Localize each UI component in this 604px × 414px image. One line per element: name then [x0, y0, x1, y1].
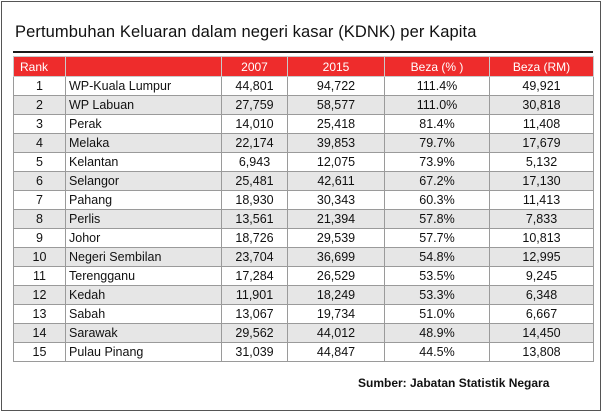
cell-2015: 21,394	[288, 210, 385, 229]
cell-2007: 14,010	[222, 115, 288, 134]
cell-rank: 7	[14, 191, 66, 210]
cell-rank: 4	[14, 134, 66, 153]
cell-2007: 17,284	[222, 267, 288, 286]
cell-state: Melaka	[66, 134, 222, 153]
source-note: Sumber: Jabatan Statistik Negara	[358, 376, 550, 390]
cell-rank: 10	[14, 248, 66, 267]
cell-beza-percent: 57.7%	[385, 229, 490, 248]
table-row	[14, 267, 594, 286]
cell-beza-rm: 30,818	[490, 96, 594, 115]
cell-rank: 15	[14, 343, 66, 362]
cell-beza-rm: 11,408	[490, 115, 594, 134]
cell-beza-rm: 11,413	[490, 191, 594, 210]
cell-beza-rm: 13,808	[490, 343, 594, 362]
cell-beza-percent: 53.3%	[385, 286, 490, 305]
table-row	[14, 153, 594, 172]
cell-2015: 26,529	[288, 267, 385, 286]
cell-2015: 44,847	[288, 343, 385, 362]
cell-2007: 18,930	[222, 191, 288, 210]
cell-state: Perlis	[66, 210, 222, 229]
cell-rank: 3	[14, 115, 66, 134]
cell-2015: 18,249	[288, 286, 385, 305]
cell-beza-percent: 54.8%	[385, 248, 490, 267]
header-2015: 2015	[288, 57, 385, 77]
cell-beza-percent: 53.5%	[385, 267, 490, 286]
cell-state: Selangor	[66, 172, 222, 191]
gdp-per-capita-table	[13, 56, 594, 362]
cell-2015: 36,699	[288, 248, 385, 267]
cell-rank: 9	[14, 229, 66, 248]
header-beza-percent: Beza (% )	[385, 57, 490, 77]
cell-state: Kelantan	[66, 153, 222, 172]
cell-2007: 13,561	[222, 210, 288, 229]
table-row	[14, 324, 594, 343]
cell-beza-rm: 14,450	[490, 324, 594, 343]
page-title: Pertumbuhan Keluaran dalam negeri kasar (KDNK) per Kapita	[15, 23, 477, 41]
cell-state: Perak	[66, 115, 222, 134]
cell-beza-percent: 57.8%	[385, 210, 490, 229]
cell-beza-rm: 6,348	[490, 286, 594, 305]
cell-state: WP Labuan	[66, 96, 222, 115]
cell-beza-rm: 49,921	[490, 77, 594, 96]
cell-beza-rm: 10,813	[490, 229, 594, 248]
header-state	[66, 57, 222, 77]
cell-beza-rm: 17,130	[490, 172, 594, 191]
cell-state: Sabah	[66, 305, 222, 324]
table-row	[14, 343, 594, 362]
cell-rank: 2	[14, 96, 66, 115]
cell-2007: 25,481	[222, 172, 288, 191]
cell-2015: 30,343	[288, 191, 385, 210]
table-row	[14, 305, 594, 324]
cell-beza-percent: 111.4%	[385, 77, 490, 96]
cell-beza-rm: 17,679	[490, 134, 594, 153]
cell-beza-percent: 81.4%	[385, 115, 490, 134]
cell-2007: 27,759	[222, 96, 288, 115]
header-rank: Rank	[14, 57, 66, 77]
cell-beza-percent: 51.0%	[385, 305, 490, 324]
cell-2015: 94,722	[288, 77, 385, 96]
table-row	[14, 134, 594, 153]
cell-2007: 6,943	[222, 153, 288, 172]
cell-2007: 23,704	[222, 248, 288, 267]
table-row	[14, 191, 594, 210]
cell-state: Pahang	[66, 191, 222, 210]
cell-2007: 29,562	[222, 324, 288, 343]
cell-beza-rm: 6,667	[490, 305, 594, 324]
cell-beza-percent: 79.7%	[385, 134, 490, 153]
document-frame	[1, 1, 601, 411]
cell-rank: 13	[14, 305, 66, 324]
cell-rank: 5	[14, 153, 66, 172]
cell-state: Terengganu	[66, 267, 222, 286]
cell-beza-percent: 73.9%	[385, 153, 490, 172]
cell-state: Negeri Sembilan	[66, 248, 222, 267]
cell-rank: 1	[14, 77, 66, 96]
table-row	[14, 96, 594, 115]
cell-rank: 11	[14, 267, 66, 286]
title-divider	[13, 51, 593, 53]
table-row	[14, 229, 594, 248]
header-beza-rm: Beza (RM)	[490, 57, 594, 77]
cell-beza-percent: 67.2%	[385, 172, 490, 191]
cell-2007: 44,801	[222, 77, 288, 96]
cell-2015: 44,012	[288, 324, 385, 343]
cell-beza-percent: 48.9%	[385, 324, 490, 343]
cell-rank: 6	[14, 172, 66, 191]
cell-2015: 19,734	[288, 305, 385, 324]
cell-2015: 12,075	[288, 153, 385, 172]
cell-state: Sarawak	[66, 324, 222, 343]
cell-state: Pulau Pinang	[66, 343, 222, 362]
cell-rank: 12	[14, 286, 66, 305]
cell-beza-percent: 111.0%	[385, 96, 490, 115]
table-row	[14, 115, 594, 134]
cell-2007: 22,174	[222, 134, 288, 153]
cell-rank: 14	[14, 324, 66, 343]
cell-beza-percent: 60.3%	[385, 191, 490, 210]
table-row	[14, 172, 594, 191]
cell-state: WP-Kuala Lumpur	[66, 77, 222, 96]
cell-2007: 31,039	[222, 343, 288, 362]
table-row	[14, 248, 594, 267]
cell-beza-rm: 9,245	[490, 267, 594, 286]
cell-state: Kedah	[66, 286, 222, 305]
cell-2015: 39,853	[288, 134, 385, 153]
cell-beza-rm: 12,995	[490, 248, 594, 267]
cell-beza-percent: 44.5%	[385, 343, 490, 362]
header-2007: 2007	[222, 57, 288, 77]
cell-2015: 58,577	[288, 96, 385, 115]
cell-state: Johor	[66, 229, 222, 248]
table-header-row	[14, 57, 594, 77]
cell-rank: 8	[14, 210, 66, 229]
cell-2007: 13,067	[222, 305, 288, 324]
cell-2015: 42,611	[288, 172, 385, 191]
table-row	[14, 286, 594, 305]
cell-beza-rm: 5,132	[490, 153, 594, 172]
table-row	[14, 77, 594, 96]
cell-2015: 25,418	[288, 115, 385, 134]
table-row	[14, 210, 594, 229]
cell-2007: 18,726	[222, 229, 288, 248]
cell-2007: 11,901	[222, 286, 288, 305]
cell-2015: 29,539	[288, 229, 385, 248]
cell-beza-rm: 7,833	[490, 210, 594, 229]
